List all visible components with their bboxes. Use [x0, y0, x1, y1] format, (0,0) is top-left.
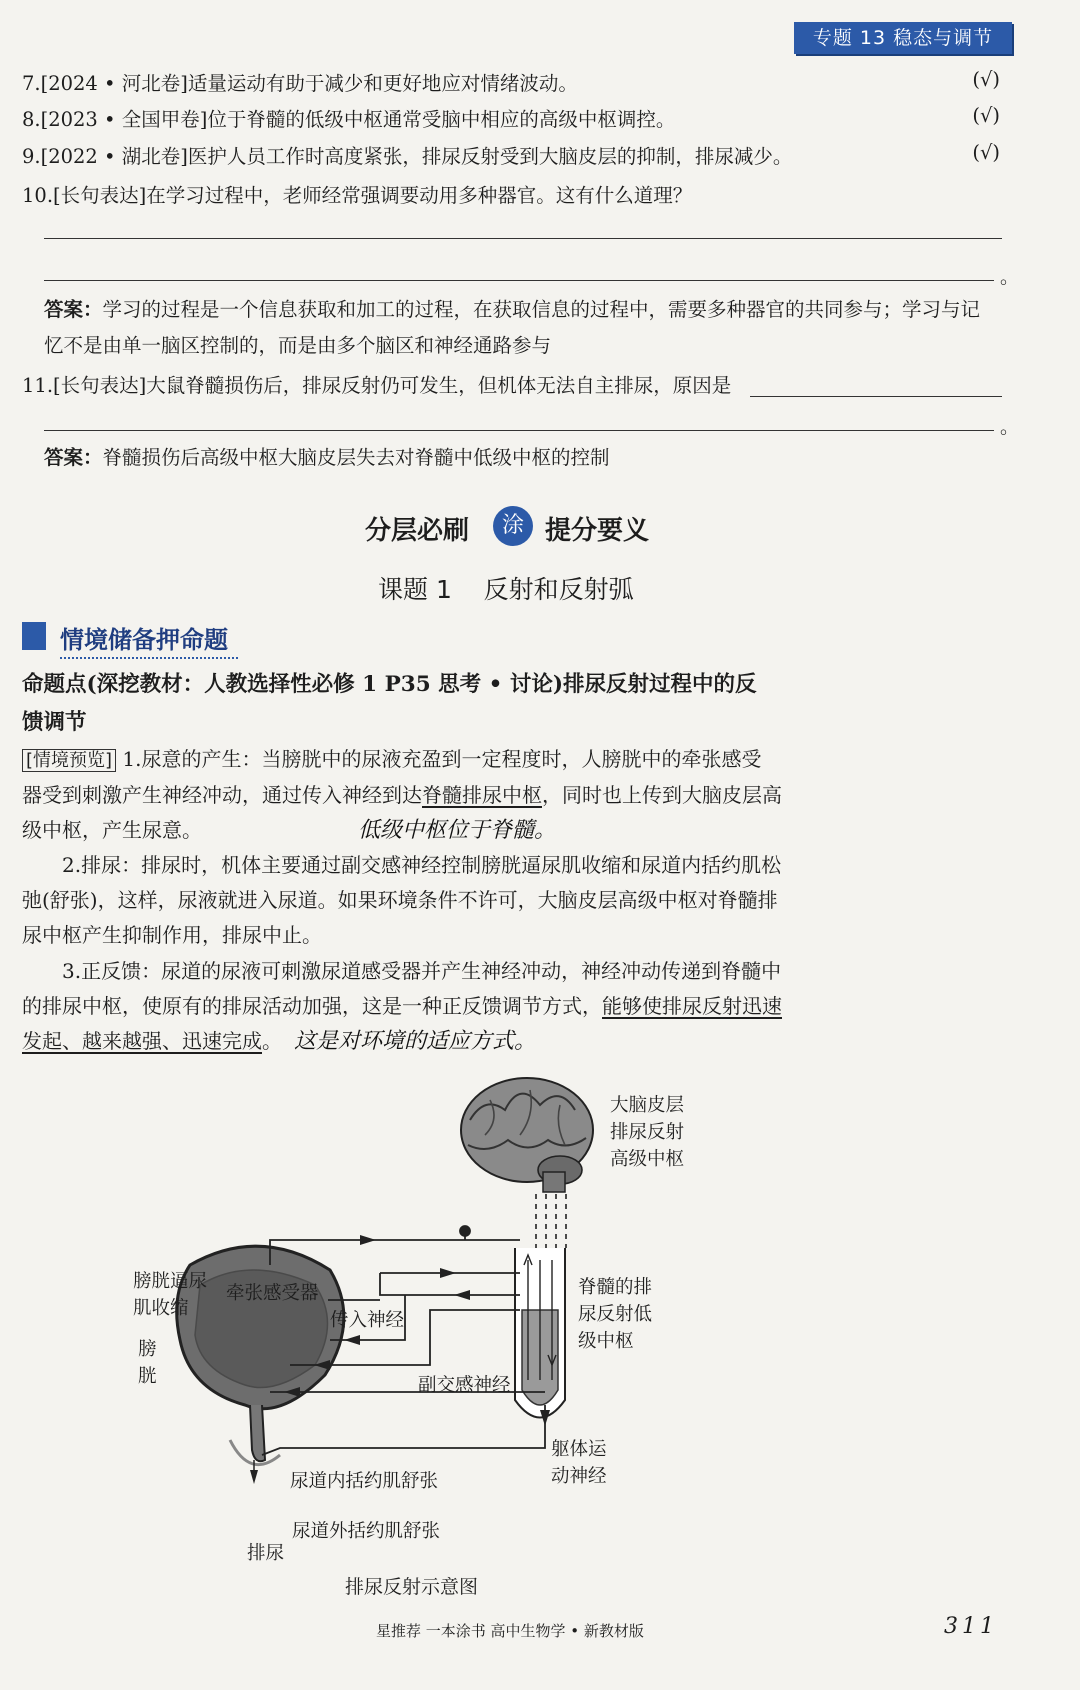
label-outer-sphincter: 尿道外括约肌舒张: [292, 1521, 441, 1542]
preview-tag: [情境预览]: [22, 749, 116, 772]
topic-tag: 专题 13 稳态与调节: [794, 22, 1012, 54]
brain-illustration: [461, 1078, 593, 1192]
question-9: 9.[2022 • 湖北卷]医护人员工作时高度紧张，排尿反射受到大脑皮层的抑制，排尿减少。: [22, 145, 793, 168]
label-somatic-motor: 躯体运: [551, 1439, 607, 1460]
text: 3.正反馈：尿道的尿液可刺激尿道感受器并产生神经冲动，神经冲动传递到脊髓中: [62, 959, 782, 983]
label-cortex: 高级中枢: [610, 1149, 685, 1170]
text: 级中枢，产生尿意。: [22, 818, 202, 842]
underlined-text: 脊髓排尿中枢: [422, 783, 542, 807]
handwritten-note: 这是对环境的适应方式。: [294, 1029, 537, 1054]
question-10: 10.[长句表达]在学习过程中，老师经常强调要动用多种器官。这有什么道理？: [22, 184, 693, 207]
answer-label: 答案：: [44, 446, 103, 469]
lesson-title: 课题 1 反射和反射弧: [378, 575, 634, 604]
question-8: 8.[2023 • 全国甲卷]位于脊髓的低级中枢通常受脑中相应的高级中枢调控。: [22, 108, 676, 131]
label-cortex: 排尿反射: [610, 1122, 685, 1143]
answer-line: [44, 280, 994, 281]
q11-period: 。: [1000, 416, 1020, 438]
banner-left: 分层必刷: [365, 516, 470, 546]
text: 的排尿中枢，使原有的排尿活动加强，这是一种正反馈调节方式，: [22, 994, 602, 1018]
question-7: 7.[2024 • 河北卷]适量运动有助于减少和更好地应对情绪波动。: [22, 72, 578, 95]
label-detrusor: 膀胱逼尿: [133, 1271, 208, 1292]
answer-text: 忆不是由单一脑区控制的，而是由多个脑区和神经通路参与: [44, 334, 552, 357]
question-9-mark: (√): [972, 141, 1000, 164]
label-inner-sphincter: 尿道内括约肌舒张: [290, 1471, 439, 1492]
text: ，同时也上传到大脑皮层高: [542, 783, 782, 807]
question-8-mark: (√): [972, 104, 1000, 127]
figure-caption: 排尿反射示意图: [345, 1576, 479, 1598]
section-title: 情境储备押命题: [60, 620, 238, 659]
q10-period: 。: [1000, 266, 1020, 288]
label-parasympathetic: 副交感神经: [418, 1375, 511, 1396]
underlined-text: 能够使排尿反射迅速: [602, 994, 782, 1018]
proposition-line: 命题点(深挖教材：人教选择性必修 1 P35 思考 • 讨论)排尿反射过程中的反: [22, 672, 757, 697]
underlined-text: 发起、越来越强、迅速完成: [22, 1029, 262, 1053]
text: 尿中枢产生抑制作用，排尿中止。: [22, 923, 322, 947]
preview-paragraph-3: [22, 954, 792, 1059]
footer-brand: 星推荐 一本涂书 高中生物学 • 新教材版: [376, 1622, 644, 1640]
text: 器受到刺激产生神经冲动，通过传入神经到达: [22, 783, 422, 807]
text: 1.尿意的产生：当膀胱中的尿液充盈到一定程度时，人膀胱中的牵张感受: [116, 747, 762, 771]
label-somatic-motor: 动神经: [551, 1466, 607, 1487]
answer-line: [44, 238, 1002, 239]
label-spinal-center: 级中枢: [578, 1331, 634, 1352]
banner-right: 提分要义: [545, 516, 650, 546]
text: 。: [262, 1029, 282, 1053]
answer-text: 脊髓损伤后高级中枢大脑皮层失去对脊髓中低级中枢的控制: [102, 446, 610, 469]
label-detrusor: 肌收缩: [133, 1298, 189, 1319]
label-bladder: 膀: [138, 1339, 157, 1360]
label-spinal-center: 脊髓的排: [578, 1277, 653, 1298]
proposition: [22, 666, 802, 742]
label-afferent-nerve: 传入神经: [330, 1310, 405, 1331]
page-number: 311: [944, 1614, 998, 1639]
banner-badge: 涂: [493, 506, 533, 546]
label-spinal-center: 尿反射低: [578, 1304, 653, 1325]
preview-paragraph-1: [22, 742, 792, 848]
label-bladder: 胱: [138, 1366, 157, 1387]
handwritten-note: 低级中枢位于脊髓。: [358, 818, 557, 843]
answer-line: [44, 430, 994, 431]
text: 弛(舒张)，这样，尿液就进入尿道。如果环境条件不许可，大脑皮层高级中枢对脊髓排: [22, 888, 778, 912]
answer-text: 学习的过程是一个信息获取和加工的过程，在获取信息的过程中，需要多种器官的共同参与；学习与记: [102, 298, 981, 321]
label-stretch-receptor: 牵张感受器: [226, 1283, 319, 1304]
label-cortex: 大脑皮层: [610, 1095, 685, 1116]
answer-10: [44, 292, 1004, 364]
label-urination: 排尿: [247, 1543, 285, 1564]
section-marker: [22, 622, 46, 650]
preview-paragraph-2: [22, 848, 792, 953]
answer-label: 答案：: [44, 298, 103, 321]
text: 2.排尿：排尿时，机体主要通过副交感神经控制膀胱逼尿肌收缩和尿道内括约肌松: [62, 853, 782, 877]
question-7-mark: (√): [972, 68, 1000, 91]
answer-11: [44, 440, 1004, 476]
proposition-line: 馈调节: [22, 710, 87, 735]
urination-reflex-diagram: [0, 1060, 1080, 1600]
question-11: 11.[长句表达]大鼠脊髓损伤后，排尿反射仍可发生，但机体无法自主排尿，原因是: [22, 374, 732, 397]
answer-line: [750, 396, 1002, 397]
